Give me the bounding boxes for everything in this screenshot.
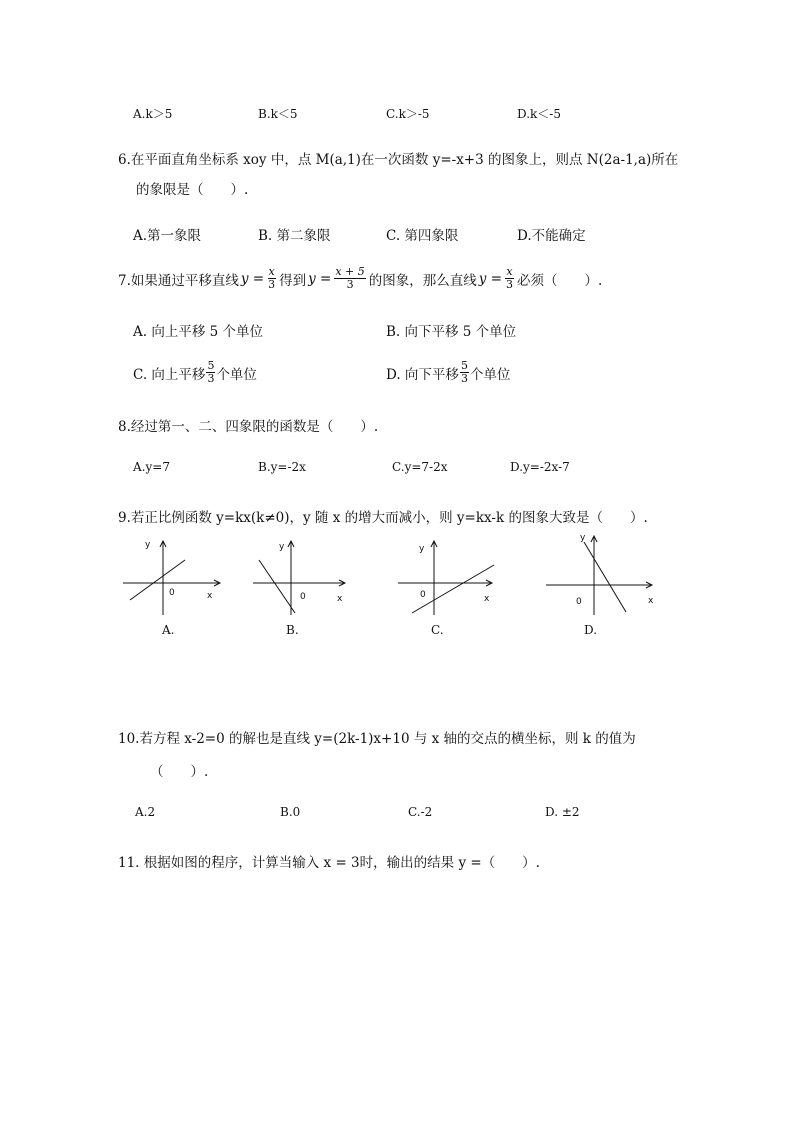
q7-option-b: B. 向下平移 5 个单位	[386, 324, 517, 340]
graph-c-line	[412, 565, 494, 613]
svg-text:B.: B.	[286, 623, 299, 637]
q7-fraction-1: $\frac{x}{3}$	[268, 265, 276, 291]
q8-stem: 8.经过第一、二、四象限的函数是（ ）.	[118, 419, 379, 435]
q8-option-a: A.y=7	[133, 460, 170, 474]
q7-suffix: 必须（ ）.	[517, 272, 603, 289]
q6-option-d: D.不能确定	[517, 228, 586, 244]
q10-option-c: C.-2	[408, 805, 433, 819]
graph-c	[390, 535, 505, 645]
svg-text:0: 0	[169, 588, 175, 598]
q7-fraction-3: $\frac{x}{3}$	[506, 265, 514, 291]
q10-option-b: B.0	[280, 805, 301, 819]
q7-option-a: A. 向上平移 5 个单位	[133, 324, 264, 340]
q8-option-b: B.y=-2x	[258, 460, 306, 474]
svg-text:y: y	[580, 533, 586, 543]
q10-stem-line2: （ ）.	[150, 764, 209, 780]
q7-option-c-fraction: $\frac{5}{3}$	[207, 359, 215, 385]
graph-a-line	[130, 560, 185, 600]
svg-text:0: 0	[300, 592, 306, 602]
svg-text:x: x	[337, 594, 343, 604]
q7-mid-2: 的图象，那么直线	[368, 272, 477, 289]
graph-d-line	[584, 542, 626, 612]
svg-text:D.: D.	[584, 623, 598, 637]
q5-option-d: D.k＜-5	[517, 107, 561, 121]
q6-option-c: C. 第四象限	[386, 228, 459, 244]
graph-d	[540, 530, 665, 645]
q7-option-c: C. 向上平移 $\frac{5}{3}$ 个单位	[133, 359, 257, 385]
graph-b-line	[259, 560, 295, 613]
q6-option-b: B. 第二象限	[258, 228, 331, 244]
graph-b	[245, 535, 355, 645]
q7-prefix: 7.如果通过平移直线	[118, 272, 239, 289]
svg-text:x: x	[207, 591, 213, 601]
graph-a	[115, 535, 225, 645]
q5-option-b: B.k＜5	[258, 107, 298, 121]
q5-option-a: A.k＞5	[133, 107, 173, 121]
q7-y-eq-3: y =	[478, 270, 503, 287]
q11-stem: 11. 根据如图的程序，计算当输入 x = 3时，输出的结果 y =（ ）.	[118, 855, 540, 871]
q7-option-d-fraction: $\frac{5}{3}$	[460, 359, 468, 385]
svg-text:x: x	[484, 594, 490, 604]
q9-stem: 9.若正比例函数 y=kx(k≠0)，y 随 x 的增大而减小，则 y=kx-k 的图象大致是（ ）.	[118, 510, 648, 526]
q5-option-c: C.k＞-5	[386, 107, 430, 121]
svg-text:0: 0	[576, 597, 582, 607]
svg-text:0: 0	[420, 590, 426, 600]
q8-option-d: D.y=-2x-7	[510, 460, 570, 474]
q8-option-c: C.y=7-2x	[392, 460, 448, 474]
q6-option-a: A.第一象限	[133, 228, 202, 244]
svg-text:y: y	[145, 540, 151, 550]
svg-text:C.: C.	[431, 623, 444, 637]
q10-option-a: A.2	[135, 805, 156, 819]
q7-mid-1: 得到	[279, 272, 307, 289]
q10-option-d: D. ±2	[545, 805, 580, 819]
svg-text:y: y	[279, 542, 285, 552]
q7-y-eq-2: y =	[308, 270, 332, 287]
svg-text:x: x	[648, 596, 654, 606]
svg-text:y: y	[419, 544, 425, 554]
q7-fraction-2: $\frac{x + 5}{3}$	[335, 265, 365, 291]
svg-text:A.: A.	[162, 623, 175, 637]
q10-stem-line1: 10.若方程 x-2=0 的解也是直线 y=(2k-1)x+10 与 x 轴的交点的横坐标，则 k 的值为	[118, 731, 636, 747]
q6-stem-line1: 6.在平面直角坐标系 xoy 中，点 M(a,1)在一次函数 y=-x+3 的图象上，则点 N(2a-1,a)所在	[118, 152, 679, 168]
q7-y-eq-1: y =	[240, 270, 265, 287]
q6-stem-line2: 的象限是（ ）.	[136, 182, 249, 198]
q7-stem	[118, 266, 602, 291]
q7-option-d: D. 向下平移 $\frac{5}{3}$ 个单位	[386, 359, 511, 385]
